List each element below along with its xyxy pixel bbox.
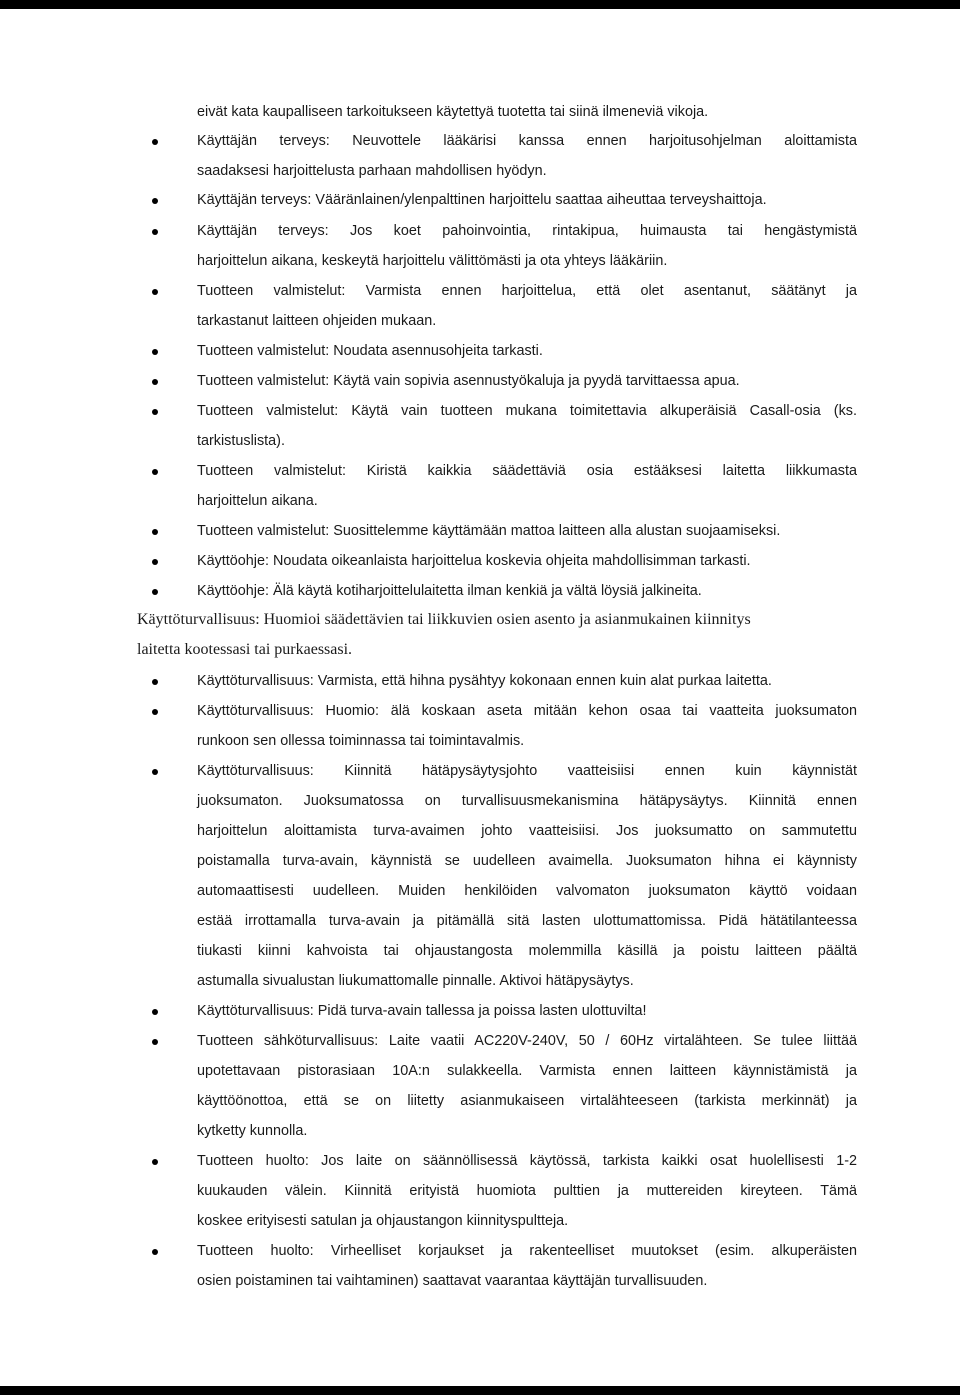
text-line: harjoittelun aloittamista turva-avaimen johto vaatteisiisi. Jos juoksumatto on sammutettu: [197, 823, 857, 839]
text-line: eivät kata kaupalliseen tarkoitukseen käytettyä tuotetta tai siinä ilmeneviä vikoja.: [197, 104, 709, 120]
text-line: Käyttöturvallisuus: Varmista, että hihna pysähtyy kokonaan ennen kuin alat purkaa laitetta.: [197, 673, 772, 689]
text-line: Käyttöturvallisuus: Huomio: älä koskaan aseta mitään kehon osaa tai vaatteita juoksumaton: [197, 703, 857, 719]
text-line: Käyttäjän terveys: Jos koet pahoinvointia, rintakipua, huimausta tai hengästymistä: [197, 223, 857, 239]
text-line: poistamalla turva-avain, käynnistä se uudelleen avaimella. Juoksumaton hihna ei käynnisty: [197, 853, 857, 869]
text-line: tarkastanut laitteen ohjeiden mukaan.: [197, 313, 437, 329]
text-line: laitetta kootessasi tai purkaessasi.: [137, 641, 353, 658]
text-line: osien poistaminen tai vaihtaminen) saattavat vaarantaa käyttäjän turvallisuuden.: [197, 1273, 708, 1289]
bullet-icon: [152, 1009, 158, 1015]
bullet-icon: [152, 529, 158, 535]
text-line: harjoittelun aikana, keskeytä harjoittelu välittömästi ja ota yhteys lääkäriin.: [197, 253, 668, 269]
text-line: tarkistuslista).: [197, 433, 285, 449]
text-line: Tuotteen valmistelut: Suosittelemme käyttämään mattoa laitteen alla alustan suojaamiseksi.: [197, 523, 781, 539]
bullet-icon: [152, 379, 158, 385]
bullet-icon: [152, 1039, 158, 1045]
bullet-icon: [152, 409, 158, 415]
text-line: saadaksesi harjoittelusta parhaan mahdollisen hyödyn.: [197, 163, 547, 179]
text-line: runkoon sen ollessa toiminnassa tai toimintavalmis.: [197, 733, 525, 749]
text-line: Tuotteen valmistelut: Noudata asennusohjeita tarkasti.: [197, 343, 543, 359]
text-line: Käyttöturvallisuus: Pidä turva-avain tallessa ja poissa lasten ulottuvilta!: [197, 1003, 647, 1019]
text-line: käyttöönottoa, että se on liitetty asianmukaiseen virtalähteeseen (tarkista merkinnät) ja: [197, 1093, 857, 1109]
bullet-icon: [152, 589, 158, 595]
text-line: Tuotteen huolto: Jos laite on säännöllisessä käytössä, tarkista kaikki osat huolellisesti 1-2: [197, 1153, 857, 1169]
bullet-icon: [152, 559, 158, 565]
text-line: kuukauden välein. Kiinnitä erityistä huomiota pulttien ja muttereiden kireyteen. Tämä: [197, 1183, 857, 1199]
bottom-rule: [0, 1386, 960, 1395]
bullet-icon: [152, 679, 158, 685]
text-line: upotettavaan pistorasiaan 10A:n sulakkeella. Varmista ennen laitteen käynnistämistä ja: [197, 1063, 857, 1079]
bullet-icon: [152, 229, 158, 235]
bullet-icon: [152, 349, 158, 355]
text-line: harjoittelun aikana.: [197, 493, 318, 509]
text-line: Käyttäjän terveys: Vääränlainen/ylenpalttinen harjoittelu saattaa aiheuttaa terveyshaittoja.: [197, 192, 767, 208]
text-line: Käyttöohje: Noudata oikeanlaista harjoittelua koskevia ohjeita mahdollisimman tarkasti.: [197, 553, 751, 569]
text-line: Tuotteen sähköturvallisuus: Laite vaatii AC220V-240V, 50 / 60Hz virtalähteen. Se tulee liittää: [197, 1033, 857, 1049]
text-line: Tuotteen valmistelut: Käytä vain sopivia asennustyökaluja ja pyydä tarvittaessa apua.: [197, 373, 740, 389]
bullet-icon: [152, 769, 158, 775]
text-line: Tuotteen valmistelut: Kiristä kaikkia säädettäviä osia estääksesi laitetta liikkumasta: [197, 463, 857, 479]
text-line: koskee erityisesti satulan ja ohjaustangon kiinnityspultteja.: [197, 1213, 569, 1229]
text-line: tiukasti kiinni kahvoista tai ohjaustangosta molemmilla käsillä ja poistu laitteen päältä: [197, 943, 857, 959]
bullet-icon: [152, 198, 158, 204]
text-line: automaattisesti uudelleen. Muiden henkilöiden valvomaton juoksumaton käyttö voidaan: [197, 883, 857, 899]
text-line: astumalla sivualustan liukumattomalle pinnalle. Aktivoi hätäpysäytys.: [197, 973, 634, 989]
bullet-icon: [152, 709, 158, 715]
bullet-icon: [152, 289, 158, 295]
text-line: Käyttöohje: Älä käytä kotiharjoittelulaitetta ilman kenkiä ja vältä löysiä jalkineita.: [197, 583, 702, 599]
bullet-icon: [152, 1249, 158, 1255]
text-line: juoksumaton. Juoksumatossa on turvallisuusmekanismina hätäpysäytys. Kiinnitä ennen: [197, 793, 857, 809]
top-rule: [0, 0, 960, 9]
bullet-icon: [152, 1159, 158, 1165]
text-line: Tuotteen valmistelut: Varmista ennen harjoittelua, että olet asentanut, säätänyt ja: [197, 283, 857, 299]
bullet-icon: [152, 469, 158, 475]
text-line: Tuotteen valmistelut: Käytä vain tuotteen mukana toimitettavia alkuperäisiä Casall-osia (ks.: [197, 403, 857, 419]
text-line: Käyttäjän terveys: Neuvottele lääkärisi kanssa ennen harjoitusohjelman aloittamista: [197, 133, 857, 149]
text-line: Käyttöturvallisuus: Huomioi säädettävien tai liikkuvien osien asento ja asianmukainen kiinnitys: [137, 611, 751, 628]
text-line: Käyttöturvallisuus: Kiinnitä hätäpysäytysjohto vaatteisiisi ennen kuin käynnistät: [197, 763, 857, 779]
bullet-icon: [152, 139, 158, 145]
text-line: estää irrottamalla turva-avain ja pitämällä sitä lasten ulottumattomissa. Pidä hätätilanteessa: [197, 913, 857, 929]
text-line: Tuotteen huolto: Virheelliset korjaukset ja rakenteelliset muutokset (esim. alkuperäisten: [197, 1243, 857, 1259]
text-line: kytketty kunnolla.: [197, 1123, 308, 1139]
